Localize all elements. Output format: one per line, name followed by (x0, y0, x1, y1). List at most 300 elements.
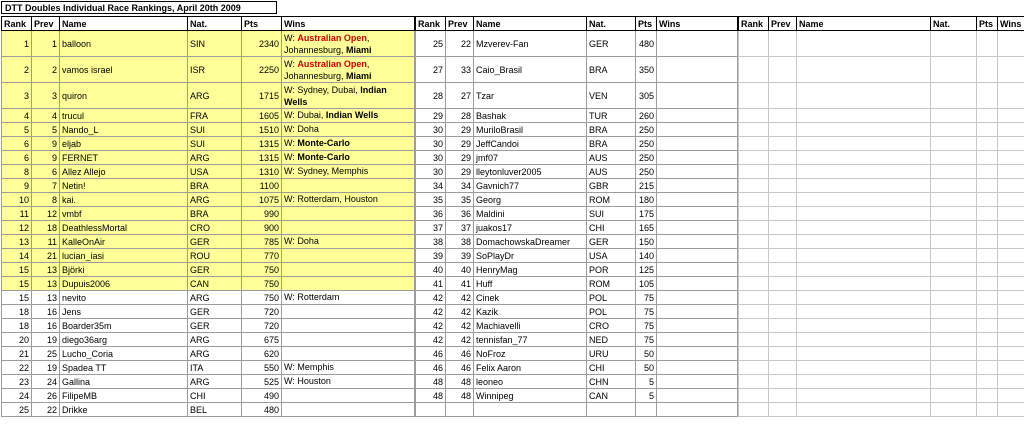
cell-nat: NED (587, 333, 636, 347)
cell-prev: 37 (446, 221, 474, 235)
cell-wins (657, 333, 738, 347)
header-wins: Wins (998, 17, 1024, 31)
cell-wins (282, 347, 415, 361)
cell-nat: ROM (587, 277, 636, 291)
cell-prev: 36 (446, 207, 474, 221)
cell-name (797, 333, 931, 347)
table-row (2, 151, 415, 165)
cell-wins: W: Memphis (282, 361, 415, 375)
cell-name (797, 361, 931, 375)
table-row (739, 277, 1024, 291)
right-table-body (739, 31, 1024, 417)
cell-nat: BRA (587, 123, 636, 137)
cell-nat: POL (587, 305, 636, 319)
table-row (416, 403, 738, 417)
cell-rank: 42 (416, 333, 446, 347)
cell-rank: 8 (2, 165, 32, 179)
cell-wins (998, 123, 1024, 137)
cell-wins (998, 235, 1024, 249)
cell-nat (931, 137, 977, 151)
cell-pts: 75 (636, 333, 657, 347)
cell-rank (739, 403, 769, 417)
cell-nat: CAN (587, 389, 636, 403)
cell-pts (977, 347, 998, 361)
table-row (2, 291, 415, 305)
cell-name: tennisfan_77 (474, 333, 587, 347)
cell-nat: AUS (587, 151, 636, 165)
cell-rank: 48 (416, 389, 446, 403)
cell-rank: 34 (416, 179, 446, 193)
cell-name: Caio_Brasil (474, 57, 587, 83)
cell-nat (931, 221, 977, 235)
cell-wins (657, 109, 738, 123)
cell-nat: GER (587, 235, 636, 249)
cell-name: Dupuis2006 (60, 277, 188, 291)
cell-nat: ARG (188, 83, 242, 109)
cell-rank: 38 (416, 235, 446, 249)
cell-pts: 5 (636, 389, 657, 403)
rankings-table-right (738, 16, 1024, 417)
table-row (739, 109, 1024, 123)
table-row (2, 31, 415, 57)
cell-nat (931, 291, 977, 305)
cell-pts: 250 (636, 151, 657, 165)
header-row (416, 17, 738, 31)
cell-wins (282, 263, 415, 277)
cell-name: FERNET (60, 151, 188, 165)
cell-name: Huff (474, 277, 587, 291)
cell-name: jmf07 (474, 151, 587, 165)
cell-nat: ARG (188, 333, 242, 347)
header-name: Name (797, 17, 931, 31)
cell-wins (657, 57, 738, 83)
cell-wins (282, 389, 415, 403)
table-row (416, 375, 738, 389)
table-row (739, 333, 1024, 347)
cell-name (797, 249, 931, 263)
cell-nat (931, 389, 977, 403)
cell-pts: 770 (242, 249, 282, 263)
cell-rank: 15 (2, 291, 32, 305)
cell-prev (769, 109, 797, 123)
cell-name (797, 109, 931, 123)
cell-prev (769, 31, 797, 57)
table-row (2, 347, 415, 361)
table-row (739, 221, 1024, 235)
cell-nat (931, 263, 977, 277)
table-row (739, 347, 1024, 361)
cell-rank: 11 (2, 207, 32, 221)
cell-wins (657, 179, 738, 193)
cell-rank: 37 (416, 221, 446, 235)
cell-nat (931, 403, 977, 417)
cell-name: trucul (60, 109, 188, 123)
cell-name: Gavnich77 (474, 179, 587, 193)
cell-pts (977, 179, 998, 193)
cell-nat (931, 333, 977, 347)
cell-prev (769, 319, 797, 333)
cell-pts: 250 (636, 165, 657, 179)
table-row (2, 319, 415, 333)
cell-wins (998, 151, 1024, 165)
cell-name: JeffCandoi (474, 137, 587, 151)
cell-nat: GBR (587, 179, 636, 193)
cell-name (797, 375, 931, 389)
table-row (416, 319, 738, 333)
cell-pts (977, 207, 998, 221)
cell-rank: 30 (416, 151, 446, 165)
cell-rank: 46 (416, 361, 446, 375)
cell-prev (769, 207, 797, 221)
cell-prev (769, 235, 797, 249)
cell-name: Tzar (474, 83, 587, 109)
cell-rank (739, 151, 769, 165)
cell-name (797, 123, 931, 137)
cell-prev (769, 137, 797, 151)
cell-prev: 5 (32, 123, 60, 137)
table-row (739, 403, 1024, 417)
table-row (739, 83, 1024, 109)
cell-rank: 15 (2, 277, 32, 291)
cell-name: vamos israel (60, 57, 188, 83)
cell-pts: 525 (242, 375, 282, 389)
cell-nat: ARG (188, 291, 242, 305)
cell-nat (931, 249, 977, 263)
header-rank: Rank (2, 17, 32, 31)
cell-rank: 25 (2, 403, 32, 417)
cell-wins (282, 319, 415, 333)
cell-nat (931, 193, 977, 207)
table-row (2, 403, 415, 417)
cell-pts: 1310 (242, 165, 282, 179)
cell-wins (282, 403, 415, 417)
table-row (2, 207, 415, 221)
cell-nat: ITA (188, 361, 242, 375)
cell-rank (739, 389, 769, 403)
table-row (416, 31, 738, 57)
cell-rank: 3 (2, 83, 32, 109)
cell-wins: W: Dubai, Indian Wells (282, 109, 415, 123)
table-row (739, 389, 1024, 403)
cell-pts: 105 (636, 277, 657, 291)
cell-rank: 4 (2, 109, 32, 123)
cell-name (797, 389, 931, 403)
cell-pts (977, 305, 998, 319)
rankings-table-middle (415, 16, 738, 417)
cell-prev (769, 403, 797, 417)
cell-wins: W: Sydney, Memphis (282, 165, 415, 179)
cell-pts: 250 (636, 137, 657, 151)
cell-pts (977, 403, 998, 417)
table-row (416, 123, 738, 137)
cell-name: Gallina (60, 375, 188, 389)
table-row (416, 361, 738, 375)
table-row (416, 291, 738, 305)
cell-rank (739, 347, 769, 361)
cell-wins (998, 193, 1024, 207)
cell-rank (739, 57, 769, 83)
cell-wins (657, 151, 738, 165)
cell-prev (769, 165, 797, 179)
cell-pts: 785 (242, 235, 282, 249)
header-prev: Prev (32, 17, 60, 31)
cell-pts: 5 (636, 375, 657, 389)
cell-prev: 40 (446, 263, 474, 277)
cell-prev: 35 (446, 193, 474, 207)
cell-pts: 750 (242, 263, 282, 277)
cell-wins (657, 403, 738, 417)
header-nat: Nat. (188, 17, 242, 31)
cell-name: quiron (60, 83, 188, 109)
cell-nat: GER (587, 31, 636, 57)
cell-wins (998, 305, 1024, 319)
cell-name: eljab (60, 137, 188, 151)
cell-rank (739, 179, 769, 193)
cell-name (797, 403, 931, 417)
cell-nat: CHI (587, 221, 636, 235)
header-pts: Pts (636, 17, 657, 31)
cell-nat (931, 277, 977, 291)
cell-rank: 42 (416, 305, 446, 319)
table-row (416, 207, 738, 221)
cell-pts: 1315 (242, 151, 282, 165)
cell-pts: 75 (636, 319, 657, 333)
cell-rank (739, 83, 769, 109)
cell-nat: BEL (188, 403, 242, 417)
table-row (416, 305, 738, 319)
cell-nat: GER (188, 235, 242, 249)
table-row (2, 389, 415, 403)
cell-nat: CHI (587, 361, 636, 375)
table-row (416, 179, 738, 193)
cell-name: FilipeMB (60, 389, 188, 403)
cell-nat: ISR (188, 57, 242, 83)
cell-rank: 24 (2, 389, 32, 403)
cell-pts: 480 (242, 403, 282, 417)
cell-wins: W: Sydney, Dubai, Indian Wells (282, 83, 415, 109)
cell-nat: BRA (188, 207, 242, 221)
cell-wins (998, 165, 1024, 179)
cell-prev (769, 347, 797, 361)
table-row (416, 235, 738, 249)
cell-pts (977, 333, 998, 347)
cell-rank: 15 (2, 263, 32, 277)
cell-prev: 42 (446, 291, 474, 305)
cell-wins (998, 375, 1024, 389)
cell-name: Maldini (474, 207, 587, 221)
table-row (416, 165, 738, 179)
table-row (739, 361, 1024, 375)
cell-nat: SIN (188, 31, 242, 57)
cell-nat (931, 31, 977, 57)
cell-pts: 305 (636, 83, 657, 109)
cell-wins (657, 235, 738, 249)
cell-name (797, 179, 931, 193)
cell-rank (739, 137, 769, 151)
table-row (2, 263, 415, 277)
cell-prev: 25 (32, 347, 60, 361)
table-row (416, 137, 738, 151)
cell-name: lucian_iasi (60, 249, 188, 263)
cell-pts: 250 (636, 123, 657, 137)
cell-name: HenryMag (474, 263, 587, 277)
cell-prev: 2 (32, 57, 60, 83)
cell-pts: 1605 (242, 109, 282, 123)
cell-name: Winnipeg (474, 389, 587, 403)
cell-rank: 20 (2, 333, 32, 347)
cell-wins (657, 277, 738, 291)
cell-pts: 260 (636, 109, 657, 123)
cell-rank: 10 (2, 193, 32, 207)
cell-rank: 48 (416, 375, 446, 389)
cell-rank: 18 (2, 305, 32, 319)
cell-rank: 27 (416, 57, 446, 83)
cell-prev: 34 (446, 179, 474, 193)
cell-name: Allez Allejo (60, 165, 188, 179)
cell-name: Björki (60, 263, 188, 277)
header-row (739, 17, 1024, 31)
cell-pts: 750 (242, 277, 282, 291)
cell-nat: CHN (587, 375, 636, 389)
table-row (739, 319, 1024, 333)
table-row (739, 291, 1024, 305)
header-nat: Nat. (587, 17, 636, 31)
cell-rank: 36 (416, 207, 446, 221)
cell-nat (931, 151, 977, 165)
cell-name: Netin! (60, 179, 188, 193)
cell-rank (739, 319, 769, 333)
cell-wins (998, 333, 1024, 347)
cell-wins (657, 361, 738, 375)
cell-rank: 42 (416, 319, 446, 333)
cell-pts: 75 (636, 291, 657, 305)
cell-rank (739, 375, 769, 389)
table-row (739, 235, 1024, 249)
cell-nat: USA (587, 249, 636, 263)
cell-rank: 9 (2, 179, 32, 193)
cell-prev: 1 (32, 31, 60, 57)
table-row (416, 221, 738, 235)
cell-rank: 13 (2, 235, 32, 249)
cell-rank: 14 (2, 249, 32, 263)
cell-name (797, 137, 931, 151)
cell-prev: 16 (32, 305, 60, 319)
cell-pts: 2340 (242, 31, 282, 57)
cell-prev: 8 (32, 193, 60, 207)
cell-wins (282, 179, 415, 193)
table-row (416, 389, 738, 403)
table-row (416, 277, 738, 291)
cell-wins (998, 109, 1024, 123)
cell-wins (282, 277, 415, 291)
cell-prev: 29 (446, 165, 474, 179)
header-name: Name (474, 17, 587, 31)
cell-rank (739, 165, 769, 179)
cell-wins (657, 319, 738, 333)
cell-nat (931, 109, 977, 123)
cell-nat: USA (188, 165, 242, 179)
table-row (2, 109, 415, 123)
cell-name (797, 319, 931, 333)
table-row (416, 109, 738, 123)
cell-name (797, 277, 931, 291)
table-row (739, 193, 1024, 207)
cell-prev: 42 (446, 333, 474, 347)
cell-nat: ROM (587, 193, 636, 207)
cell-rank: 46 (416, 347, 446, 361)
cell-pts: 140 (636, 249, 657, 263)
cell-name (797, 305, 931, 319)
cell-prev (769, 57, 797, 83)
cell-nat: FRA (188, 109, 242, 123)
cell-nat: URU (587, 347, 636, 361)
cell-prev: 22 (32, 403, 60, 417)
table-row (416, 347, 738, 361)
cell-name: MuriloBrasil (474, 123, 587, 137)
header-rank: Rank (739, 17, 769, 31)
table-row (2, 361, 415, 375)
cell-prev: 41 (446, 277, 474, 291)
cell-wins (657, 389, 738, 403)
cell-rank: 5 (2, 123, 32, 137)
cell-wins (282, 305, 415, 319)
cell-nat (931, 207, 977, 221)
cell-name: Lucho_Coria (60, 347, 188, 361)
cell-name: balloon (60, 31, 188, 57)
cell-nat (587, 403, 636, 417)
cell-nat: GER (188, 319, 242, 333)
cell-rank: 35 (416, 193, 446, 207)
cell-name: Kazik (474, 305, 587, 319)
cell-wins (657, 347, 738, 361)
header-wins: Wins (282, 17, 415, 31)
middle-table-body (416, 31, 738, 417)
cell-pts (977, 221, 998, 235)
cell-nat (931, 179, 977, 193)
cell-rank: 18 (2, 319, 32, 333)
cell-pts (977, 389, 998, 403)
header-name: Name (60, 17, 188, 31)
cell-prev: 18 (32, 221, 60, 235)
cell-name: juakos17 (474, 221, 587, 235)
cell-pts (977, 123, 998, 137)
cell-wins (657, 221, 738, 235)
cell-prev: 29 (446, 137, 474, 151)
cell-name (797, 151, 931, 165)
cell-pts (977, 319, 998, 333)
cell-name: SoPlayDr (474, 249, 587, 263)
cell-nat (931, 83, 977, 109)
header-prev: Prev (769, 17, 797, 31)
cell-rank (739, 235, 769, 249)
table-row (2, 249, 415, 263)
cell-wins (657, 137, 738, 151)
table-row (2, 179, 415, 193)
cell-name (797, 263, 931, 277)
cell-pts: 215 (636, 179, 657, 193)
cell-prev: 29 (446, 151, 474, 165)
cell-wins (998, 263, 1024, 277)
cell-wins (998, 179, 1024, 193)
cell-prev: 48 (446, 389, 474, 403)
cell-prev: 4 (32, 109, 60, 123)
table-row (739, 263, 1024, 277)
cell-prev: 13 (32, 291, 60, 305)
cell-prev (446, 403, 474, 417)
cell-wins (998, 137, 1024, 151)
cell-nat: SUI (188, 123, 242, 137)
table-row (739, 179, 1024, 193)
